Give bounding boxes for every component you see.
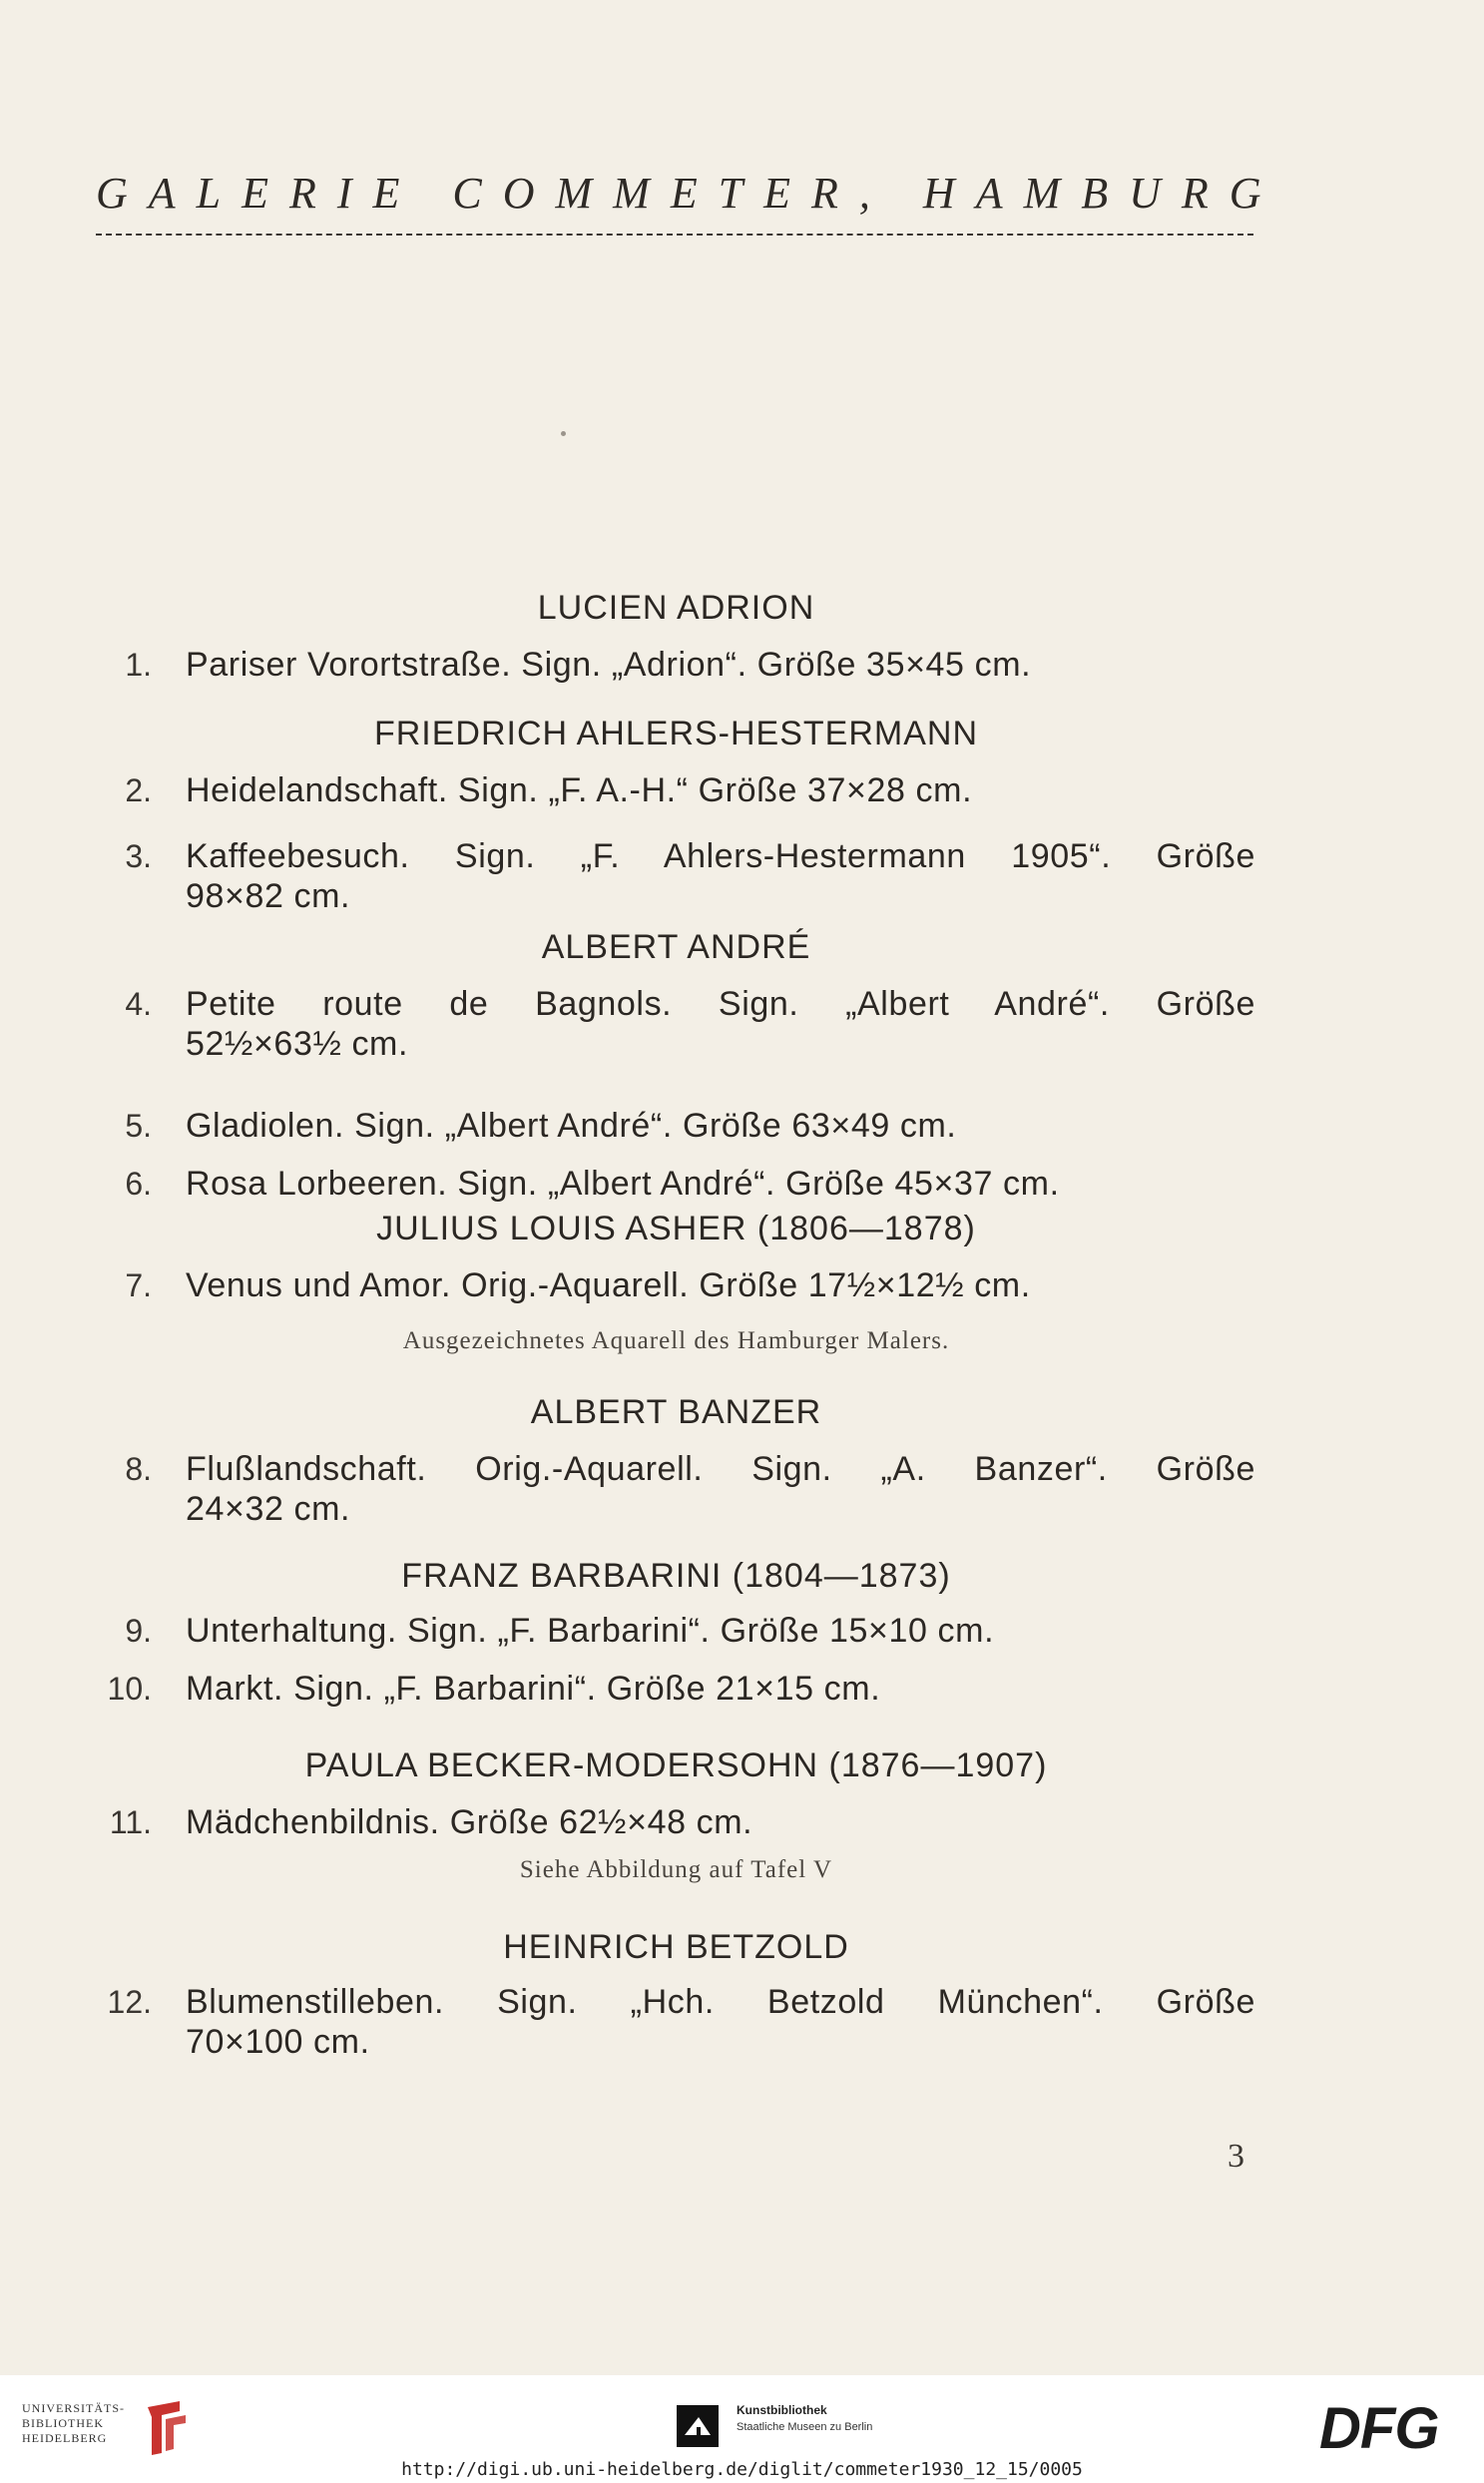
entry-text-line: Venus und Amor. Orig.-Aquarell. Größe 17½×12½ cm.: [186, 1266, 1031, 1304]
page-number: 3: [1228, 2138, 1244, 2175]
entry-number: 5.: [125, 1108, 152, 1144]
artist-heading: LUCIEN ADRION: [537, 589, 815, 627]
entry-text-line: Heidelandschaft. Sign. „F. A.-H.“ Größe 37×28 cm.: [186, 771, 973, 809]
entry-text-line: 70×100 cm.: [186, 2023, 370, 2061]
artist-heading: ALBERT BANZER: [530, 1393, 822, 1431]
entry-number: 12.: [107, 1984, 152, 2020]
footer-bar: [0, 2375, 1484, 2483]
entry-number: 6.: [125, 1166, 152, 1202]
kunstbibliothek-icon: [677, 2405, 719, 2447]
artist-heading: JULIUS LOUIS ASHER (1806—1878): [376, 1210, 976, 1247]
university-library-logo[interactable]: [22, 2397, 192, 2457]
kunstbibliothek-title: Kunstbibliothek: [737, 2403, 827, 2417]
source-url-link[interactable]: http://digi.ub.uni-heidelberg.de/diglit/commeter1930_12_15/0005: [401, 2459, 1083, 2480]
artist-heading: FRANZ BARBARINI (1804—1873): [401, 1557, 951, 1595]
entry-number: 2.: [125, 772, 152, 808]
dfg-logo[interactable]: DFG: [1319, 2396, 1439, 2461]
entry-number: 4.: [125, 986, 152, 1022]
entry-number: 1.: [125, 647, 152, 683]
entry-number: 3.: [125, 838, 152, 874]
entry-text-line: Markt. Sign. „F. Barbarini“. Größe 21×15 cm.: [186, 1670, 881, 1708]
artist-heading: FRIEDRICH AHLERS-HESTERMANN: [373, 715, 979, 752]
entry-text-line: 24×32 cm.: [186, 1490, 351, 1528]
page-header-title: GALERIE COMMETER, HAMBURG: [96, 169, 1282, 218]
entry-note: Siehe Abbildung auf Tafel V: [519, 1856, 833, 1883]
entry-text-line: Blumenstilleben. Sign. „Hch. Betzold München“. Größe: [186, 1983, 1255, 2021]
entry-number: 10.: [107, 1671, 152, 1707]
kunstbibliothek-logo[interactable]: [677, 2397, 936, 2447]
university-library-logo-text: UNIVERSITÄTS- BIBLIOTHEK HEIDELBERG: [22, 2401, 125, 2445]
entry-text-line: Mädchenbildnis. Größe 62½×48 cm.: [186, 1803, 753, 1841]
entry-text-line: Pariser Vorortstraße. Sign. „Adrion“. Größe 35×45 cm.: [186, 646, 1032, 684]
entry-number: 11.: [109, 1804, 152, 1840]
entry-text-line: Petite route de Bagnols. Sign. „Albert André“. Größe: [186, 985, 1255, 1023]
entry-text-line: Kaffeebesuch. Sign. „F. Ahlers-Hestermann 1905“. Größe: [186, 837, 1255, 875]
entry-text-line: Gladiolen. Sign. „Albert André“. Größe 63×49 cm.: [186, 1107, 957, 1145]
entry-note: Ausgezeichnetes Aquarell des Hamburger Malers.: [402, 1327, 950, 1354]
entry-text-line: Flußlandschaft. Orig.-Aquarell. Sign. „A. Banzer“. Größe: [186, 1450, 1255, 1488]
kunstbibliothek-subtitle: Staatliche Museen zu Berlin: [737, 2421, 873, 2433]
artist-heading: PAULA BECKER-MODERSOHN (1876—1907): [304, 1746, 1048, 1784]
entry-number: 8.: [125, 1451, 152, 1487]
artist-heading: ALBERT ANDRÉ: [541, 928, 811, 966]
header-rule: [96, 234, 1253, 236]
artist-heading: HEINRICH BETZOLD: [503, 1928, 849, 1966]
paper-speck: [561, 431, 566, 436]
entry-text-line: 98×82 cm.: [186, 877, 351, 915]
entry-number: 7.: [125, 1267, 152, 1303]
entry-text-line: 52½×63½ cm.: [186, 1025, 409, 1063]
entry-text-line: Unterhaltung. Sign. „F. Barbarini“. Größe 15×10 cm.: [186, 1612, 995, 1650]
entry-number: 9.: [125, 1613, 152, 1649]
entry-text-line: Rosa Lorbeeren. Sign. „Albert André“. Größe 45×37 cm.: [186, 1165, 1060, 1203]
university-crest-icon: [140, 2397, 194, 2457]
